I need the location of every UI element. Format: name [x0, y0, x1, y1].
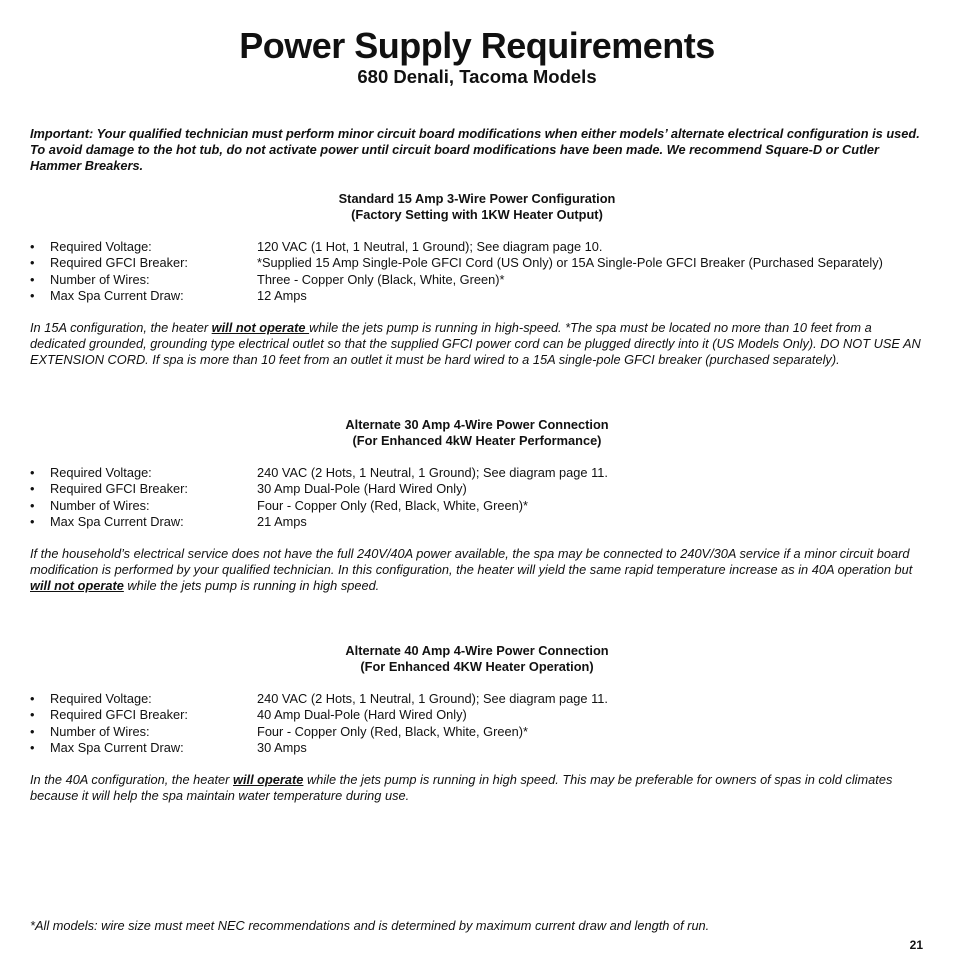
spec-value: Four - Copper Only (Red, Black, White, Green)* — [257, 497, 528, 513]
section-note-30a — [30, 546, 925, 594]
spec-value: *Supplied 15 Amp Single-Pole GFCI Cord (US Only) or 15A Single-Pole GFCI Breaker (Purchased Separately) — [257, 255, 883, 271]
spec-list-15a — [30, 239, 930, 304]
page-title: Power Supply Requirements — [239, 25, 715, 66]
important-notice: Important: Your qualified technician must perform minor circuit board modifications when either models’ alternate electrical configuration is used. To avoid damage to the hot tub, do not activate power until circuit board modifications have been made. We recommend Square-D or Cutler Hammer Breakers. — [30, 126, 920, 173]
spec-item — [30, 724, 930, 740]
spec-value: 12 Amps — [257, 287, 307, 303]
bullet-icon: • — [30, 255, 35, 271]
note-text: while the jets pump is running in high-speed. *The spa must be located no more than 10 feet from a dedicated grounded, grounding type electrical outlet so that the supplied GFCI power cord can be plugged directly into it (US Models Only). DO NOT USE AN EXTENSION CORD. If spa is more than 10 feet from an outlet it must be hard wired to a 15A single-pole GFCI breaker (purchased separately). — [30, 320, 921, 367]
section-heading-30a — [0, 417, 954, 449]
spec-label: Required GFCI Breaker: — [50, 255, 188, 271]
bullet-icon: • — [30, 513, 35, 529]
footnote: *All models: wire size must meet NEC recommendations and is determined by maximum current draw and length of run. — [30, 918, 710, 933]
page-number: 21 — [909, 938, 923, 952]
spec-item — [30, 272, 930, 288]
spec-value: Three - Copper Only (Black, White, Green)* — [257, 271, 505, 287]
section-heading-line2: (Factory Setting with 1KW Heater Output) — [351, 207, 603, 222]
bullet-icon: • — [30, 739, 35, 755]
section-heading-line2: (For Enhanced 4KW Heater Operation) — [360, 659, 594, 674]
spec-list-40a — [30, 691, 930, 756]
section-heading-line1: Alternate 30 Amp 4-Wire Power Connection — [345, 417, 609, 432]
spec-label: Max Spa Current Draw: — [50, 513, 184, 529]
note-emphasis: will not operate — [211, 320, 310, 335]
bullet-icon: • — [30, 239, 35, 254]
spec-item — [30, 288, 930, 304]
section-heading-line2: (For Enhanced 4kW Heater Performance) — [352, 433, 602, 448]
bullet-icon: • — [30, 271, 35, 287]
spec-list-30a — [30, 465, 930, 530]
spec-item — [30, 239, 930, 255]
spec-item — [30, 740, 930, 756]
spec-label: Required GFCI Breaker: — [50, 707, 188, 723]
spec-value: Four - Copper Only (Red, Black, White, Green)* — [257, 723, 528, 739]
page-subtitle: 680 Denali, Tacoma Models — [357, 66, 597, 87]
spec-value: 120 VAC (1 Hot, 1 Neutral, 1 Ground); See diagram page 10. — [257, 239, 603, 254]
spec-value: 240 VAC (2 Hots, 1 Neutral, 1 Ground); See diagram page 11. — [257, 691, 608, 706]
spec-label: Number of Wires: — [50, 497, 150, 513]
spec-item — [30, 707, 930, 723]
spec-value: 240 VAC (2 Hots, 1 Neutral, 1 Ground); See diagram page 11. — [257, 465, 608, 480]
spec-item — [30, 255, 930, 271]
spec-label: Required GFCI Breaker: — [50, 481, 188, 497]
spec-label: Number of Wires: — [50, 271, 150, 287]
note-text: In 15A configuration, the heater — [30, 320, 212, 335]
section-note-15a — [30, 320, 925, 368]
note-emphasis: will operate — [233, 772, 304, 787]
bullet-icon: • — [30, 707, 35, 723]
spec-item — [30, 498, 930, 514]
spec-value: 30 Amp Dual-Pole (Hard Wired Only) — [257, 481, 467, 497]
note-emphasis: will not operate — [30, 578, 124, 593]
spec-value: 21 Amps — [257, 513, 307, 529]
spec-label: Required Voltage: — [50, 691, 152, 706]
section-note-40a — [30, 772, 925, 804]
note-text: If the household’s electrical service does not have the full 240V/40A power available, the spa may be connected to 240V/30A service if a minor circuit board modification is performed by your qualified technician. In this configuration, the heater will yield the same rapid temperature increase as in 40A operation but — [30, 546, 913, 577]
spec-label: Number of Wires: — [50, 723, 150, 739]
note-text: while the jets pump is running in high speed. This may be preferable for owners of spas in cold climates because it will help the spa maintain water temperature during use. — [30, 772, 893, 803]
note-text: while the jets pump is running in high speed. — [123, 578, 380, 593]
spec-item — [30, 514, 930, 530]
spec-label: Required Voltage: — [50, 465, 152, 480]
spec-value: 30 Amps — [257, 739, 307, 755]
section-heading-15a — [0, 191, 954, 223]
spec-item — [30, 691, 930, 707]
bullet-icon: • — [30, 723, 35, 739]
bullet-icon: • — [30, 465, 35, 480]
spec-label: Max Spa Current Draw: — [50, 287, 184, 303]
bullet-icon: • — [30, 497, 35, 513]
bullet-icon: • — [30, 287, 35, 303]
spec-item — [30, 481, 930, 497]
spec-item — [30, 465, 930, 481]
bullet-icon: • — [30, 481, 35, 497]
spec-label: Required Voltage: — [50, 239, 152, 254]
spec-label: Max Spa Current Draw: — [50, 739, 184, 755]
section-heading-line1: Standard 15 Amp 3-Wire Power Configuration — [338, 191, 616, 206]
section-heading-line1: Alternate 40 Amp 4-Wire Power Connection — [345, 643, 609, 658]
bullet-icon: • — [30, 691, 35, 706]
section-heading-40a — [0, 643, 954, 675]
spec-value: 40 Amp Dual-Pole (Hard Wired Only) — [257, 707, 467, 723]
note-text: In the 40A configuration, the heater — [30, 772, 233, 787]
